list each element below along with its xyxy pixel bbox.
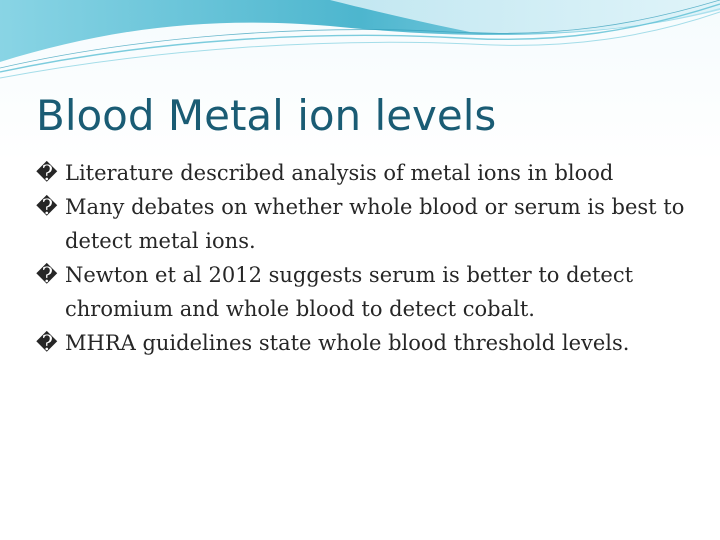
bullet-item bbox=[36, 258, 686, 326]
bullet-list bbox=[36, 156, 686, 360]
header-wave-decoration bbox=[0, 0, 720, 90]
bullet-glyph: � bbox=[36, 263, 58, 287]
bullet-text: MHRA guidelines state whole blood threshold levels. bbox=[65, 331, 630, 355]
bullet-item bbox=[36, 156, 686, 190]
slide-title: Blood Metal ion levels bbox=[36, 91, 497, 140]
bullet-text: Literature described analysis of metal ions in blood bbox=[65, 161, 614, 185]
bullet-glyph: � bbox=[36, 195, 58, 219]
bullet-text: Newton et al 2012 suggests serum is better to detect chromium and whole blood to detect cobalt. bbox=[65, 263, 634, 321]
bullet-item bbox=[36, 326, 686, 360]
bullet-glyph: � bbox=[36, 161, 58, 185]
bullet-text: Many debates on whether whole blood or serum is best to detect metal ions. bbox=[65, 195, 685, 253]
bullet-glyph: � bbox=[36, 331, 58, 355]
bullet-item bbox=[36, 190, 686, 258]
